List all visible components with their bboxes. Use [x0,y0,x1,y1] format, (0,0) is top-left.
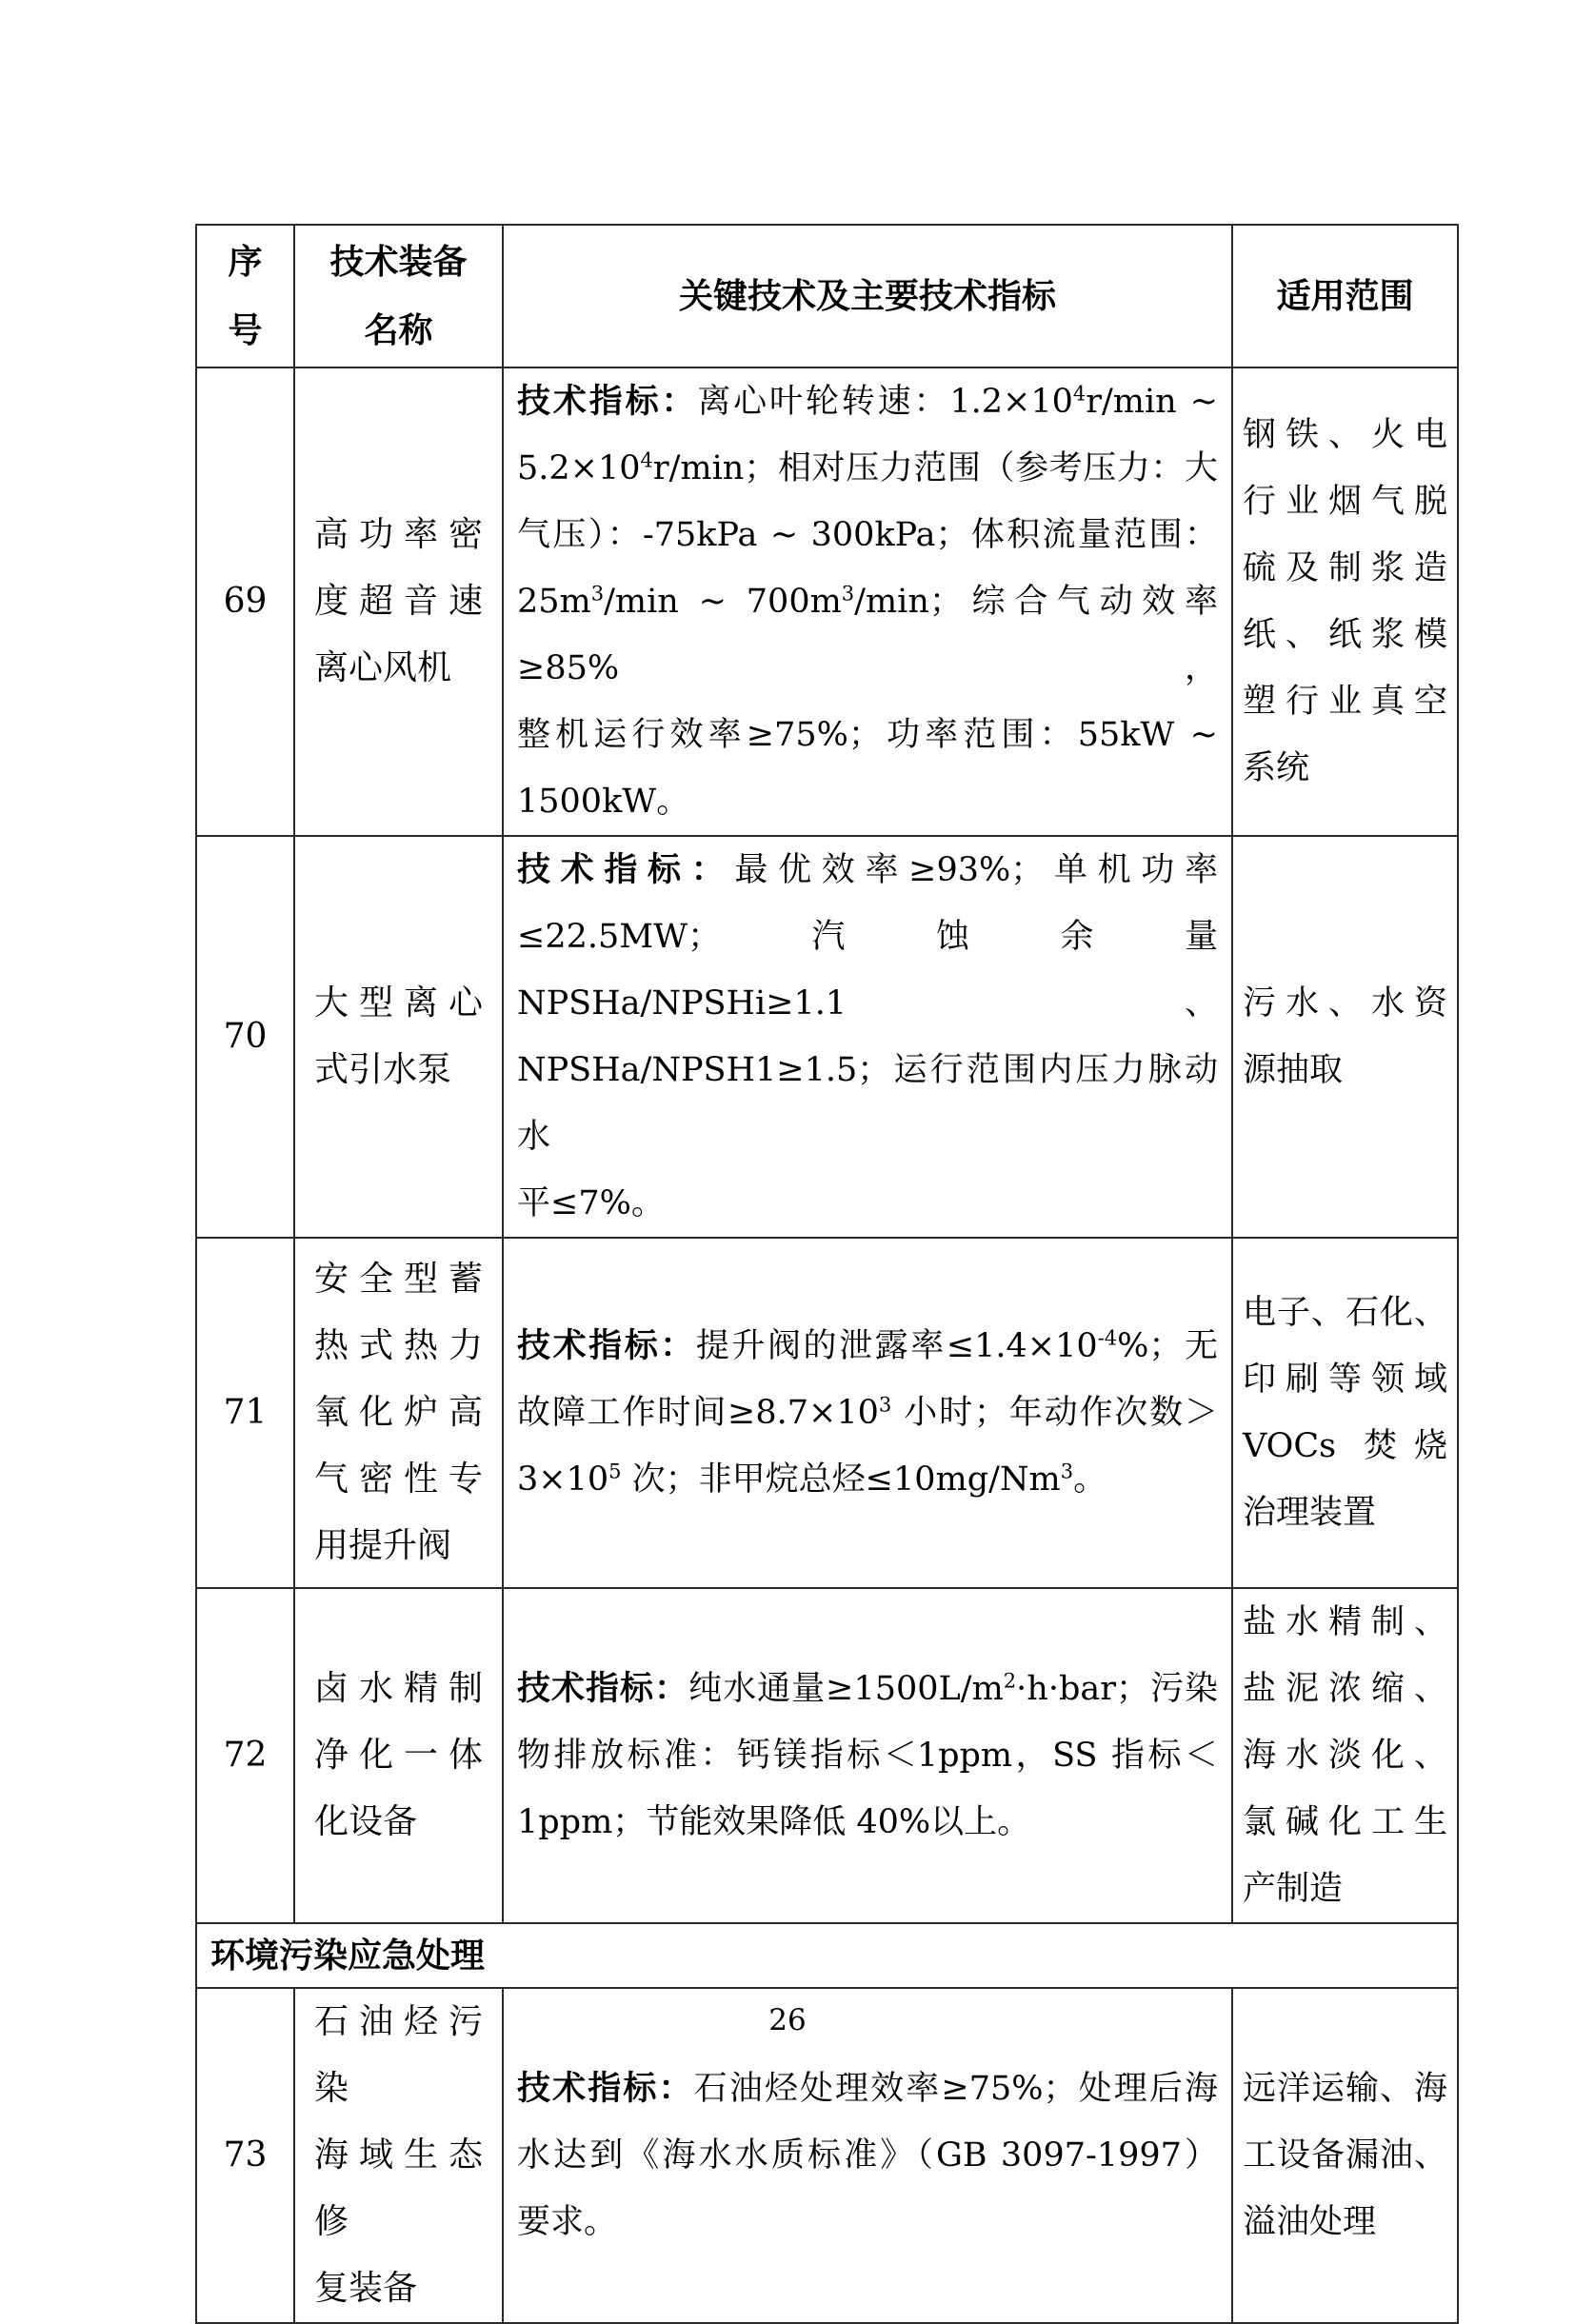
tech-indicators-cell [503,1588,1232,1923]
header-cell-tech [503,225,1232,367]
tech-text: 离心叶轮转速：$1.2\times 10^4r/\min$ ~ [697,382,1218,421]
text-line: 石油烃污染 [314,2002,483,2108]
text-line: 源抽取 [1243,1051,1344,1089]
equipment-name-cell [294,836,503,1238]
tech-indicators-cell [503,367,1232,836]
tech-text: 纯水通量$\ge 1500L/m^2\cdot h\cdot bar$；污染 [688,1669,1219,1708]
text-line: 化设备 [314,1802,418,1841]
tech-text: 石油烃处理效率≥75%；处理后海 [693,2070,1218,2108]
text-line [504,2056,1231,2122]
section-title: 环境污染应急处理 [196,1923,1458,1988]
header-text: 名称 [364,310,433,350]
text-line: 海水淡化、 [1243,1737,1447,1775]
header-text: 号 [228,310,263,350]
text-line: 要求。 [517,2203,618,2241]
text-line: ≤22.5MW；汽蚀余量 NPSHa/NPSHi≥1.1、 [517,918,1218,1023]
text-line: 氧化炉高 [314,1393,483,1432]
table-row [196,1988,1458,2323]
text-line: 热式热力 [314,1326,483,1365]
text-line: 印刷等领域 [1243,1361,1447,1399]
text-line: 1500kW。 [517,783,690,821]
text-line [504,837,1231,904]
text-line: 系统 [1243,749,1310,787]
text-line: 度超音速 [314,582,483,621]
page-number: 26 [768,2003,807,2037]
text-line: $5.2\times 10^4r/\min$；相对压力范围（参考压力：大 [517,448,1218,487]
text-line: 溢油处理 [1243,2203,1377,2241]
text-line: 工设备漏油、 [1243,2136,1447,2175]
tech-text: 最优效率≥93%；单机功率 [734,851,1218,889]
scope-cell [1232,1238,1458,1588]
row-number: 71 [196,1238,294,1588]
tech-indicators-cell [503,1988,1232,2323]
tech-indicators-cell [503,1238,1232,1588]
equipment-name-cell [294,367,503,836]
equipment-name-cell [294,1988,503,2323]
text-line: 用提升阀 [314,1526,452,1565]
text-line: 卤水精制 [314,1669,483,1708]
row-number: 70 [196,836,294,1238]
text-line: VOCs 焚烧 [1243,1427,1447,1465]
text-line: 故障工作时间$\ge 8.7\times 10^3$ 小时；年动作次数＞ [517,1393,1218,1432]
row-number: 73 [196,1988,294,2323]
row-number: 69 [196,367,294,836]
section-header-row [196,1923,1458,1988]
text-line: 离心风机 [314,648,452,687]
text-line: 硫及制浆造 [1243,549,1447,587]
text-line: NPSHa/NPSH1≥1.5；运行范围内压力脉动水 [517,1051,1218,1156]
text-line [504,368,1231,435]
text-line: 复装备 [314,2269,418,2308]
text-line: 水达到《海水水质标准》（GB 3097-1997） [517,2136,1218,2175]
scope-cell [1232,367,1458,836]
table-row [196,367,1458,836]
equipment-name-cell [294,1238,503,1588]
header-cell-no [196,225,294,367]
header-text: 关键技术及主要技术指标 [678,276,1056,316]
table-row [196,836,1458,1238]
text-line: 盐水精制、 [1243,1603,1447,1641]
text-line: 电子、石化、 [1243,1294,1447,1332]
header-text: 技术装备 [329,242,468,282]
text-line: 海域生态修 [314,2135,483,2241]
text-line: 净化一体 [314,1736,483,1775]
text-line: $3\times 10^5$ 次；非甲烷总烃$\le 10mg/Nm^3$。 [517,1460,1107,1499]
text-line: 治理装置 [1243,1494,1377,1532]
text-line: 高功率密 [314,515,483,554]
tech-label: 技术指标： [517,383,698,420]
text-line: 大型离心 [314,983,483,1023]
row-number: 72 [196,1588,294,1923]
tech-label: 技术指标： [517,851,735,888]
text-line: 行业烟气脱 [1243,483,1447,521]
text-line: 盐泥浓缩、 [1243,1670,1447,1708]
text-line: 平≤7%。 [517,1184,665,1222]
equipment-name-cell [294,1588,503,1923]
text-line: 氯碱化工生 [1243,1803,1447,1841]
text-line: 式引水泵 [314,1050,452,1089]
text-line: $25m^3/\min$ ~ $700m^3/\min$；综合气动效率≥85%， [517,582,1218,687]
tech-label: 技术指标： [517,2070,694,2107]
tech-label: 技术指标： [517,1670,689,1707]
scope-cell [1232,1588,1458,1923]
text-line: 塑行业真空 [1243,683,1447,721]
table-header-row [196,225,1458,367]
header-text: 适用范围 [1276,276,1414,316]
table-row [196,1238,1458,1588]
text-line [504,1656,1231,1722]
header-cell-name [294,225,503,367]
scope-cell [1232,1988,1458,2323]
text-line: 1ppm；节能效果降低 40%以上。 [517,1803,1031,1841]
tech-label: 技术指标： [517,1327,696,1364]
table-row [196,1588,1458,1923]
header-cell-scope [1232,225,1458,367]
text-line: 产制造 [1243,1870,1344,1908]
text-line: 远洋运输、海 [1243,2070,1447,2108]
tech-text: 提升阀的泄露率$\le 1.4\times 10^{-4}\%$；无 [695,1326,1218,1365]
text-line: 气密性专 [314,1460,483,1499]
text-line: 整机运行效率≥75%；功率范围：55kW ~ [517,716,1218,754]
text-line: 物排放标准：钙镁指标＜1ppm，SS 指标＜ [517,1737,1218,1775]
header-text: 序 [228,242,263,282]
text-line [504,1313,1231,1380]
text-line: 气压）：-75kPa ~ 300kPa；体积流量范围： [517,516,1218,554]
text-line: 纸、纸浆模 [1243,616,1447,654]
text-line: 安全型蓄 [314,1260,483,1299]
scope-cell [1232,836,1458,1238]
text-line: 污水、水资 [1243,984,1447,1023]
text-line: 钢铁、火电 [1243,416,1447,454]
tech-indicators-cell [503,836,1232,1238]
